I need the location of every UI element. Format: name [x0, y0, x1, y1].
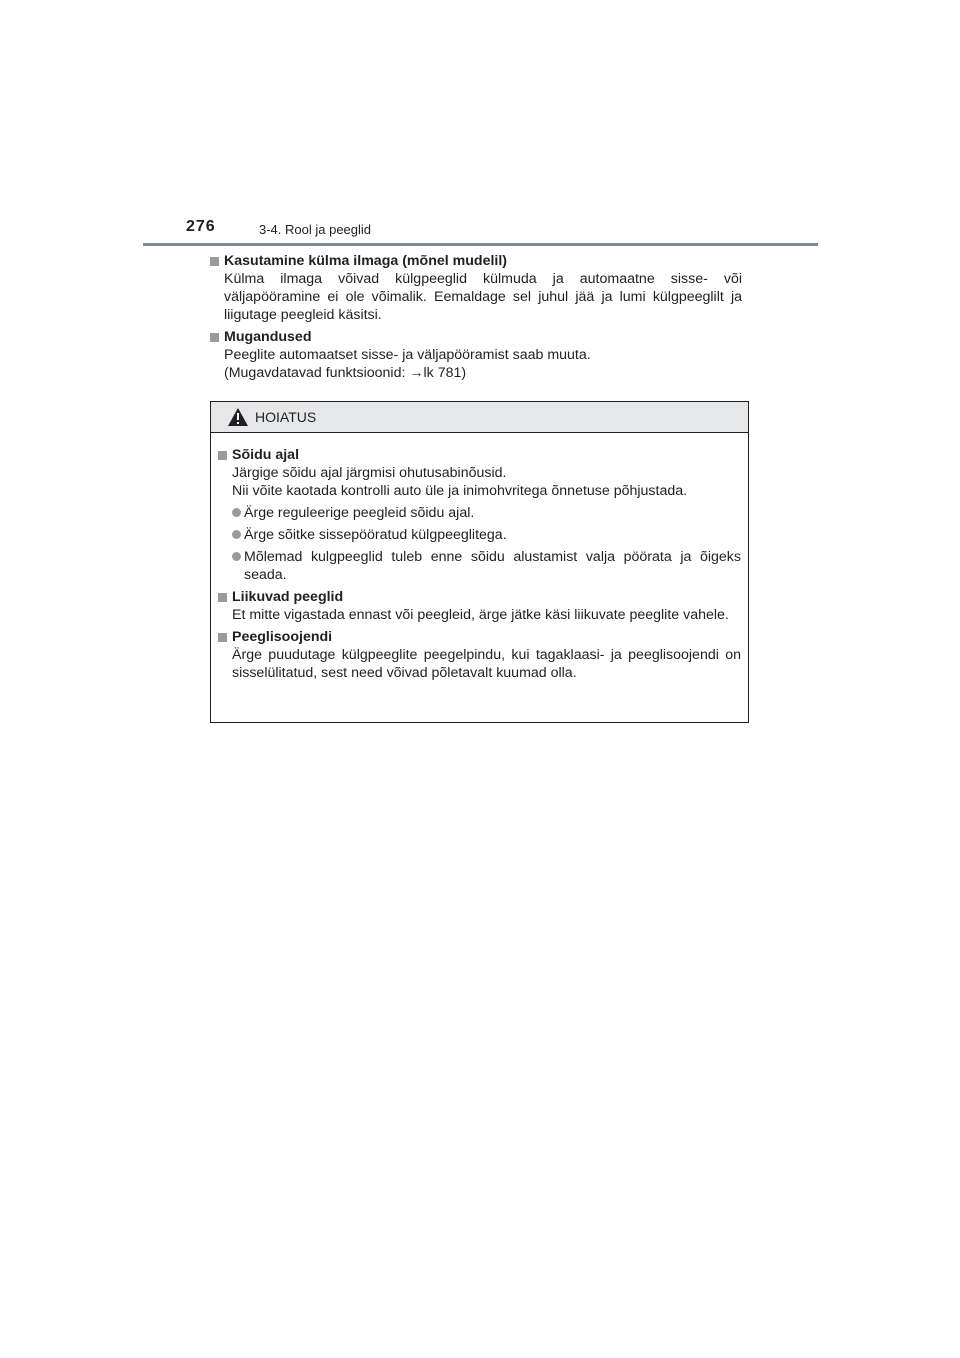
warning-box: [210, 401, 749, 723]
warning-section-heading: [218, 628, 741, 646]
section-text: Külma ilmaga võivad külgpeeglid külmuda ja automaatne sisse- või väljapööramine ei ole võimalik. Eemaldage sel juhul jää ja lumi külgpeeglilt ja liigutage peegleid käsitsi.: [224, 271, 742, 323]
warning-section-heading-text: Peeglisoojendi: [232, 629, 333, 645]
warning-section-heading-text: Sõidu ajal: [232, 447, 300, 463]
square-bullet-icon: [218, 593, 227, 602]
round-bullet-icon: [232, 508, 241, 517]
customization-reference: (Mugavdatavad funktsioonid: →lk 781): [224, 365, 467, 381]
bullet-text: Mõlemad kulgpeeglid tuleb enne sõidu alustamist valja pöörata ja õigeks seada.: [244, 549, 741, 583]
warning-text: Et mitte vigastada ennast või peegleid, ärge jätke käsi liikuvate peeglite vahele.: [232, 607, 729, 623]
main-content: [210, 252, 742, 386]
warning-section-driving: [218, 446, 741, 584]
section-cold-weather: [210, 252, 742, 324]
page-number: 276: [186, 218, 216, 235]
square-bullet-icon: [210, 333, 219, 342]
warning-text: Nii võite kaotada kontrolli auto üle ja inimohvritega õnnetuse põhjustada.: [232, 483, 688, 499]
square-bullet-icon: [218, 451, 227, 460]
warning-section-mirror-heater: [218, 628, 741, 682]
bullet-text: Ärge sõitke sissepööratud külgpeeglitega.: [244, 527, 507, 543]
warning-title: HOIATUS: [255, 409, 317, 425]
warning-header: [211, 402, 748, 433]
warning-body: [211, 433, 748, 682]
header-rule: [143, 243, 818, 246]
warning-section-moving-mirrors: [218, 588, 741, 624]
warning-section-heading: [218, 588, 741, 606]
warning-bullet: [218, 548, 741, 584]
square-bullet-icon: [210, 257, 219, 266]
warning-text: Ärge puudutage külgpeeglite peegelpindu, kui tagaklaasi- ja peeglisoojendi on sisselülitatud, sest need võivad põletavalt kuumad olla.: [232, 647, 741, 681]
section-heading-text: Mugandused: [224, 329, 312, 345]
warning-section-heading: [218, 446, 741, 464]
square-bullet-icon: [218, 633, 227, 642]
section-title: 3-4. Rool ja peeglid: [259, 222, 372, 237]
section-text: Peeglite automaatset sisse- ja väljapööramist saab muuta.: [224, 347, 591, 363]
section-heading-text: Kasutamine külma ilmaga (mõnel mudelil): [224, 253, 508, 269]
round-bullet-icon: [232, 530, 241, 539]
bullet-text: Ärge reguleerige peegleid sõidu ajal.: [244, 505, 475, 521]
section-heading: [210, 328, 742, 346]
section-heading: [210, 252, 742, 270]
warning-triangle-icon: [227, 407, 249, 427]
warning-text: Järgige sõidu ajal järgmisi ohutusabinõusid.: [232, 465, 507, 481]
round-bullet-icon: [232, 552, 241, 561]
warning-bullet: [218, 504, 741, 522]
section-customization: [210, 328, 742, 382]
warning-bullet: [218, 526, 741, 544]
warning-section-heading-text: Liikuvad peeglid: [232, 589, 344, 605]
